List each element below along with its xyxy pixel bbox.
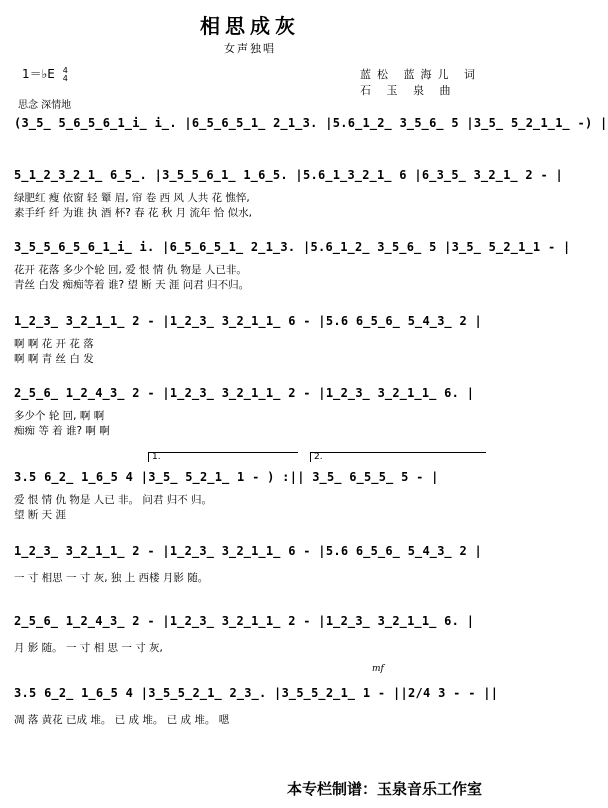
second-ending-bracket-start bbox=[310, 452, 311, 462]
composer-credit: 石 玉 泉 曲 bbox=[360, 84, 457, 97]
publisher-credit: 本专栏制谱：玉泉音乐工作室 bbox=[286, 780, 482, 798]
second-ending-bracket bbox=[310, 452, 486, 453]
score-system-6-lyrics-2: 望 断 天 涯 bbox=[14, 509, 67, 521]
song-subtitle: 女声独唱 bbox=[224, 42, 276, 55]
score-system-3-lyrics-2: 青丝 白发 痴痴等着 谁? 望 断 天 涯 问君 归不归。 bbox=[14, 279, 250, 291]
dynamic-mark: mf bbox=[372, 664, 384, 674]
second-ending-label: 2. bbox=[314, 452, 323, 462]
score-system-2-lyrics-1: 绿肥红 瘦 依窗 轻 颦 眉, 帘 卷 西 风 人共 花 憔悴, bbox=[14, 192, 250, 204]
score-system-4-notes: 1̲2̲3̲ 3̲2̲1̲1̲ 2 - |1̲2̲3̲ 3̲2̲1̲1̲ 6 - |5.6 6̲5̲6̲ 5̲4̲3̲ 2 | bbox=[14, 314, 483, 328]
score-system-3-lyrics-1: 花开 花落 多少个轮 回, 爱 恨 情 仇 物是 人已非。 bbox=[14, 264, 247, 276]
score-system-2-notes: 5̲1̲2̲3̲2̲1̲ 6̲5̲. |3̲5̲5̲6̲1̲ 1̲6̲5. |5.6̲1̲3̲2̲1̲ 6 |6̲3̲5̲ 3̲2̲1̲ 2 - | bbox=[14, 168, 564, 182]
lyricist-credit: 蓝松 蓝海儿 词 bbox=[360, 68, 481, 81]
first-ending-bracket bbox=[148, 452, 298, 453]
key-text: 1＝♭E bbox=[22, 67, 55, 81]
score-system-4-lyrics-2: 啊 啊 青 丝 白 发 bbox=[14, 353, 94, 365]
time-signature bbox=[63, 67, 68, 83]
score-system-6-notes: 3.5 6̲2̲ 1̲6̲5 4 |3̲5̲ 5̲2̲1̲ 1 - ) :|| 3̲5̲ 6̲5̲5̲ 5 - | bbox=[14, 470, 439, 484]
score-system-7-lyrics-1: 一 寸 相思 一 寸 灰, 独 上 西楼 月影 随。 bbox=[14, 572, 209, 584]
time-bottom: 4 bbox=[62, 73, 68, 83]
first-ending-label: 1. bbox=[152, 452, 161, 462]
score-system-2-lyrics-2: 素手纤 纤 为谁 执 酒 杯? 春 花 秋 月 流年 恰 似水, bbox=[14, 207, 252, 219]
score-system-3-notes: 3̲5̲5̲6̲5̲6̲1̲i̲ i. |6̲5̲6̲5̲1̲ 2̲1̲3. |5.6̲1̲2̲ 3̲5̲6̲ 5 |3̲5̲ 5̲2̲1̲1 - | bbox=[14, 240, 571, 254]
score-system-7-notes: 1̲2̲3̲ 3̲2̲1̲1̲ 2 - |1̲2̲3̲ 3̲2̲1̲1̲ 6 - |5.6 6̲5̲6̲ 5̲4̲3̲ 2 | bbox=[14, 544, 483, 558]
score-system-9-lyrics-1: 凋 落 黄花 已成 堆。 已 成 堆。 已 成 堆。 嗯 bbox=[14, 714, 230, 726]
song-title: 相思成灰 bbox=[200, 14, 300, 38]
first-ending-bracket-start bbox=[148, 452, 149, 462]
score-system-6-lyrics-1: 爱 恨 情 仇 物是 人已 非。 问君 归不 归。 bbox=[14, 494, 213, 506]
time-top: 4 bbox=[62, 65, 68, 75]
score-system-5-notes: 2̲5̲6̲ 1̲2̲4̲3̲ 2 - |1̲2̲3̲ 3̲2̲1̲1̲ 2 - |1̲2̲3̲ 3̲2̲1̲1̲ 6. | bbox=[14, 386, 475, 400]
score-system-5-lyrics-2: 痴痴 等 着 谁? 啊 啊 bbox=[14, 425, 110, 437]
score-system-9-notes: 3.5 6̲2̲ 1̲6̲5 4 |3̲5̲5̲2̲1̲ 2̲3̲. |3̲5̲5̲2̲1̲ 1 - ||2/4 3 - - || bbox=[14, 686, 499, 700]
score-system-1-notes: (3̲5̲ 5̲6̲5̲6̲1̲i̲ i̲. |6̲5̲6̲5̲1̲ 2̲1̲3. |5.6̲1̲2̲ 3̲5̲6̲ 5 |3̲5̲ 5̲2̲1̲1̲ -) | bbox=[14, 116, 608, 130]
score-system-5-lyrics-1: 多少个 轮 回, 啊 啊 bbox=[14, 410, 105, 422]
tempo-marking: 思念 深情地 bbox=[18, 100, 72, 111]
score-system-8-lyrics-1: 月 影 随。 一 寸 相 思 一 寸 灰, bbox=[14, 642, 163, 654]
score-system-4-lyrics-1: 啊 啊 花 开 花 落 bbox=[14, 338, 94, 350]
key-signature bbox=[22, 65, 68, 83]
score-system-8-notes: 2̲5̲6̲ 1̲2̲4̲3̲ 2 - |1̲2̲3̲ 3̲2̲1̲1̲ 2 - |1̲2̲3̲ 3̲2̲1̲1̲ 6. | bbox=[14, 614, 475, 628]
